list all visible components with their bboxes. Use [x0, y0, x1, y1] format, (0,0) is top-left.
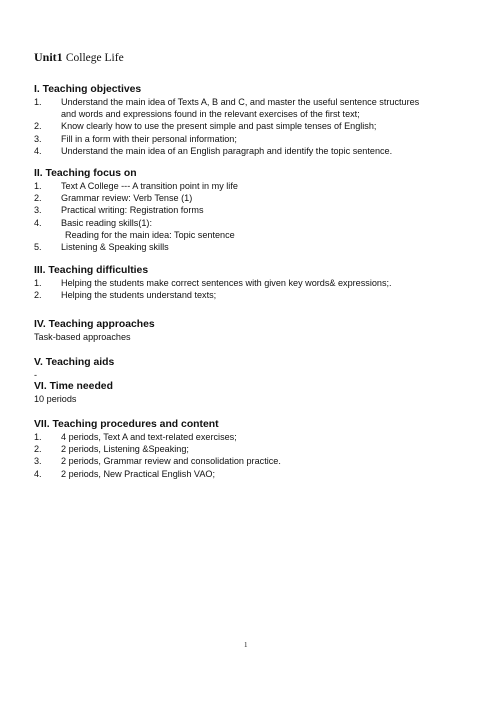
section-aids — [34, 356, 464, 381]
unit-title: College Life — [65, 52, 124, 64]
list-number: 4. — [34, 468, 42, 479]
section-heading: V. Teaching aids — [34, 357, 115, 368]
section-time — [34, 380, 464, 405]
list-text: Practical writing: Registration forms — [61, 205, 204, 216]
list-item — [34, 455, 464, 467]
list-number: 5. — [34, 242, 42, 253]
section-heading: IV. Teaching approaches — [34, 319, 155, 330]
list-text: Understand the main idea of an English paragraph and identify the topic sentence. — [61, 145, 393, 156]
list-item — [34, 431, 464, 443]
difficulties-list — [34, 277, 464, 301]
section-heading: VI. Time needed — [34, 381, 113, 392]
list-number: 3. — [34, 456, 42, 467]
section-heading: III. Teaching difficulties — [34, 265, 149, 276]
section-procedures — [34, 418, 464, 480]
procedures-list — [34, 431, 464, 480]
list-item — [34, 289, 464, 301]
list-text: Understand the main idea of Texts A, B and C, and master the useful sentence structures — [61, 97, 420, 107]
list-number: 4. — [34, 217, 42, 228]
document-title — [34, 50, 124, 65]
list-number: 2. — [34, 121, 42, 132]
section-focus — [34, 167, 464, 253]
list-item — [34, 120, 464, 132]
section-difficulties — [34, 264, 464, 301]
list-item — [34, 204, 464, 216]
list-number: 2. — [34, 193, 42, 204]
list-number: 3. — [34, 205, 42, 216]
list-text: and words and expressions found in the relevant exercises of the first text; — [61, 109, 360, 120]
list-text: Text A College --- A transition point in my life — [61, 181, 238, 191]
section-text: Task-based approaches — [34, 332, 131, 342]
list-item — [34, 133, 464, 145]
list-number: 2. — [34, 444, 42, 455]
list-text: Listening & Speaking skills — [61, 242, 169, 253]
list-text: Basic reading skills(1): — [61, 217, 152, 228]
section-heading: I. Teaching objectives — [34, 84, 142, 95]
list-item — [34, 443, 464, 455]
list-number: 1. — [34, 97, 42, 107]
list-number: 1. — [34, 432, 42, 442]
list-item — [34, 192, 464, 204]
list-number: 1. — [34, 181, 42, 191]
list-text: 2 periods, Listening &Speaking; — [61, 444, 189, 455]
list-text: Know clearly how to use the present simple and past simple tenses of English; — [61, 121, 377, 132]
section-heading: VII. Teaching procedures and content — [34, 419, 219, 430]
list-item — [34, 96, 464, 108]
section-heading: II. Teaching focus on — [34, 168, 137, 179]
objectives-list — [34, 96, 464, 157]
list-text: Reading for the main idea: Topic sentence — [65, 229, 235, 240]
section-text: - — [34, 370, 38, 380]
list-item — [34, 217, 464, 229]
list-item-continuation — [34, 108, 464, 120]
list-number: 1. — [34, 278, 42, 288]
page-number: 1 — [244, 641, 248, 649]
list-text: Grammar review: Verb Tense (1) — [61, 193, 193, 204]
list-item — [34, 180, 464, 192]
section-text: 10 periods — [34, 394, 77, 404]
section-approaches — [34, 318, 464, 343]
list-text: 2 periods, Grammar review and consolidation practice. — [61, 456, 281, 467]
list-item — [34, 145, 464, 157]
list-number: 2. — [34, 290, 42, 301]
unit-label: Unit1 — [34, 50, 63, 64]
list-item — [34, 277, 464, 289]
list-text: 2 periods, New Practical English VAO; — [61, 468, 215, 479]
list-text: Helping the students understand texts; — [61, 290, 217, 301]
list-text: Helping the students make correct sentences with given key words& expressions;. — [61, 278, 392, 288]
list-number: 4. — [34, 145, 42, 156]
list-text: Fill in a form with their personal information; — [61, 133, 237, 144]
section-objectives — [34, 83, 464, 157]
list-number: 3. — [34, 133, 42, 144]
list-item — [34, 241, 464, 253]
focus-list — [34, 180, 464, 253]
list-text: 4 periods, Text A and text-related exercises; — [61, 432, 237, 442]
list-item-subline — [34, 229, 464, 241]
list-item — [34, 468, 464, 480]
